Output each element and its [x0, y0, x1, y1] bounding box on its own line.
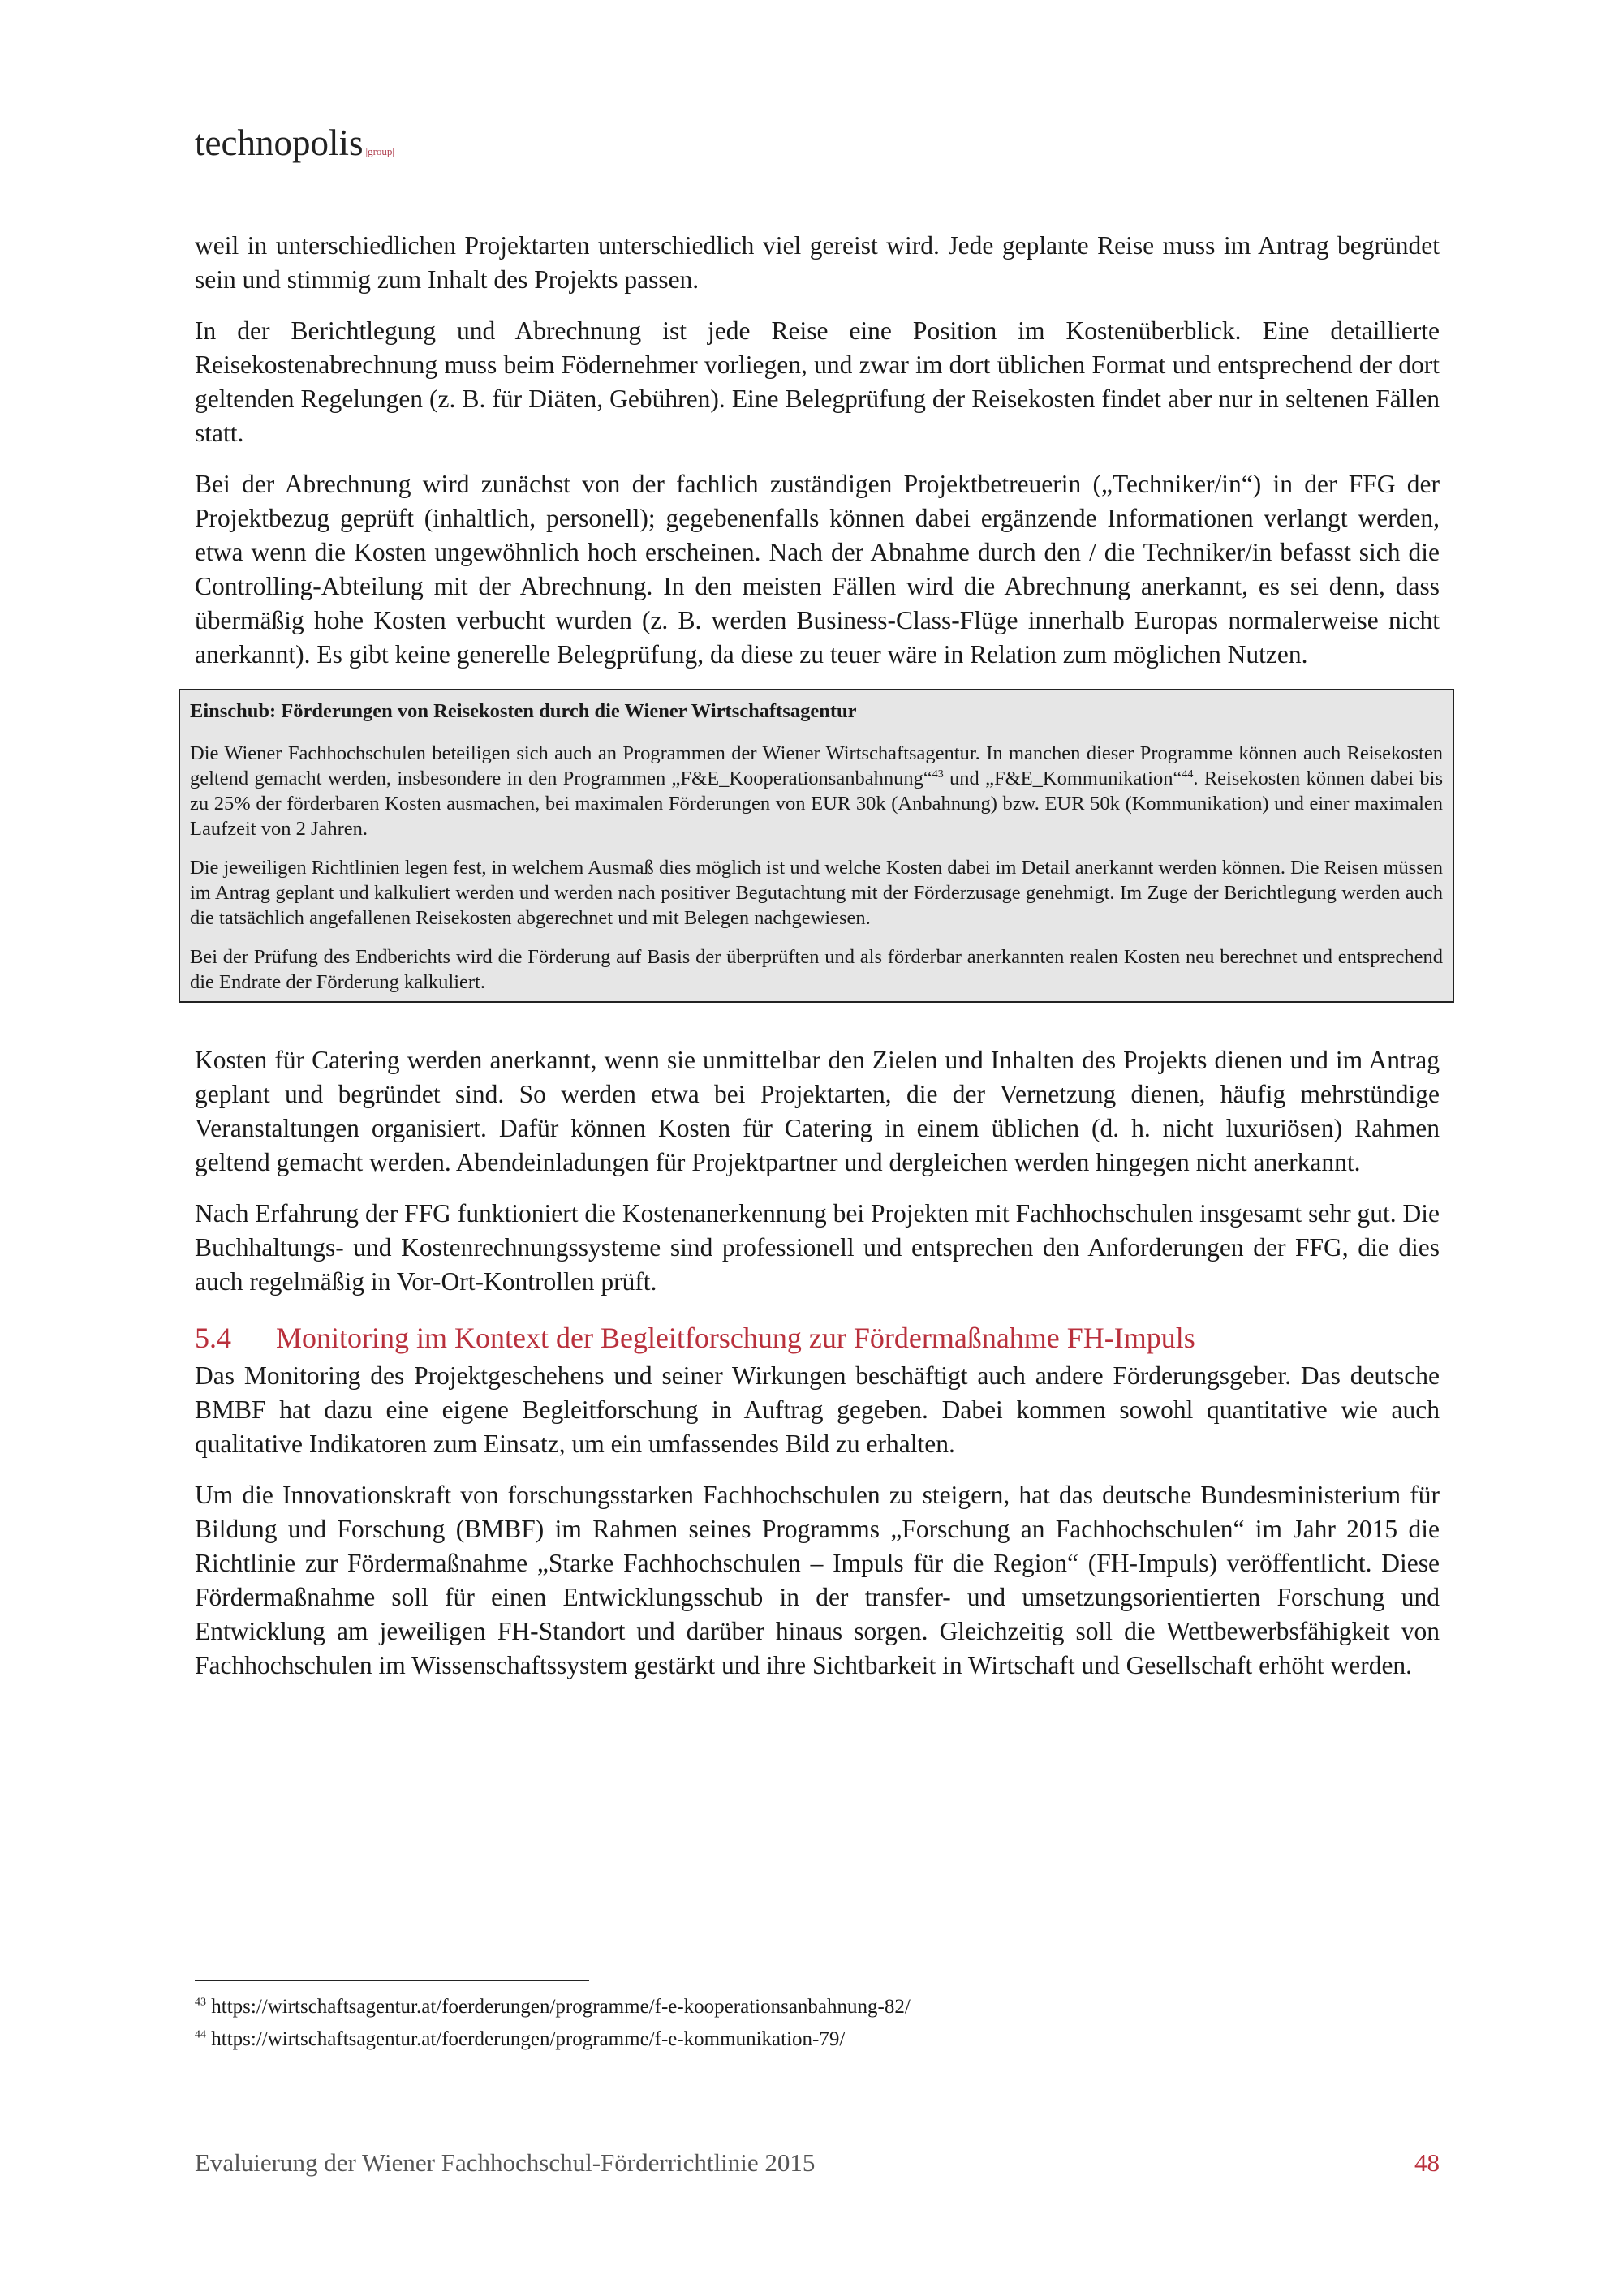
- footnote-ref-44: 44: [1182, 767, 1194, 780]
- section-title: Monitoring im Kontext der Begleitforschung zur Fördermaßnahme FH-Impuls: [276, 1322, 1195, 1354]
- paragraph: Das Monitoring des Projektgeschehens und seiner Wirkungen beschäftigt auch andere Förderungsgeber. Das deutsche BMBF hat dazu eine eigene Begleitforschung in Auftrag gegeben. Dabei kommen sowohl quantitative wie auch qualitative Indikatoren zum Einsatz, um ein umfassendes Bild zu erhalten.: [195, 1361, 1440, 1458]
- insert-box-paragraph: [190, 741, 1443, 841]
- page-number: 48: [1414, 2148, 1440, 2177]
- paragraph: Nach Erfahrung der FFG funktioniert die Kostenanerkennung bei Projekten mit Fachhochschulen insgesamt sehr gut. Die Buchhaltungs- und Kostenrechnungssysteme sind professionell und entsprechen den Anforderungen der FFG, die dies auch regelmäßig in Vor-Ort-Kontrollen prüft.: [195, 1199, 1440, 1296]
- logo-sub-text: |group|: [365, 145, 395, 157]
- main-content: [190, 229, 1443, 1700]
- insert-box-title: Einschub: Förderungen von Reisekosten durch die Wiener Wirtschaftsagentur: [190, 700, 857, 722]
- section-heading: [195, 1320, 1440, 1356]
- footnotes: [195, 1993, 1440, 2057]
- technopolis-logo: [195, 122, 394, 164]
- insert-box-text: Die Wiener Fachhochschulen beteiligen sich auch an Programmen der Wiener Wirtschaftsagentur. In manchen dieser Programme können auch Reisekosten geltend gemacht werden, insbesondere in den Programmen „F&E_Kooperationsanbahnung“: [190, 742, 1443, 789]
- insert-box-paragraph: Bei der Prüfung des Endberichts wird die Förderung auf Basis der überprüften und als förderbar anerkannten realen Kosten neu berechnet und entsprechend die Endrate der Förderung kalkuliert.: [190, 946, 1443, 993]
- insert-box-paragraph: Die jeweiligen Richtlinien legen fest, in welchem Ausmaß dies möglich ist und welche Kosten dabei im Detail anerkannt werden können. Die Reisen müssen im Antrag geplant und kalkuliert werden und werden nach positiver Begutachtung mit der Förderzusage genehmigt. Im Zuge der Berichtlegung werden auch die tatsächlich angefallenen Reisekosten abgerechnet und mit Belegen nachgewiesen.: [190, 857, 1443, 929]
- section-number: 5.4: [195, 1322, 231, 1354]
- insert-box: [179, 689, 1454, 1003]
- paragraph: In der Berichtlegung und Abrechnung ist jede Reise eine Position im Kostenüberblick. Eine detaillierte Reisekostenabrechnung muss beim Födernehmer vorliegen, und zwar im dort üblichen Format und entsprechend der dort geltenden Regelungen (z. B. für Diäten, Gebühren). Eine Belegprüfung der Reisekosten findet aber nur in seltenen Fällen statt.: [195, 316, 1440, 447]
- paragraph: Kosten für Catering werden anerkannt, wenn sie unmittelbar den Zielen und Inhalten des Projekts dienen und im Antrag geplant und begründet sind. So werden etwa bei Projektarten, die der Vernetzung dienen, häufig mehrstündige Veranstaltungen organisiert. Dafür können Kosten für Catering in einem üblichen (d. h. nicht luxuriösen) Rahmen geltend gemacht werden. Abendeinladungen für Projektpartner und dergleichen werden hingegen nicht anerkannt.: [195, 1046, 1440, 1176]
- footnote: [195, 1993, 1440, 2021]
- footer-title: Evaluierung der Wiener Fachhochschul-Förderrichtlinie 2015: [195, 2148, 816, 2177]
- logo-main-text: technopolis: [195, 123, 364, 163]
- paragraph: Bei der Abrechnung wird zunächst von der fachlich zuständigen Projektbetreuerin („Techniker/in“) in der FFG der Projektbezug geprüft (inhaltlich, personell); gegebenenfalls können dabei ergänzende Informationen verlangt werden, etwa wenn die Kosten ungewöhnlich hoch erscheinen. Nach der Abnahme durch den / die Techniker/in befasst sich die Controlling-Abteilung mit der Abrechnung. In den meisten Fällen wird die Abrechnung anerkannt, es sei denn, dass übermäßig hohe Kosten verbucht wurden (z. B. werden Business-Class-Flüge innerhalb Europas normalerweise nicht anerkannt). Es gibt keine generelle Belegprüfung, da diese zu teuer wäre in Relation zum möglichen Nutzen.: [195, 470, 1440, 669]
- footnote-link[interactable]: https://wirtschaftsagentur.at/foerderungen/programme/f-e-kooperationsanbahnung-82/: [211, 1996, 911, 2018]
- paragraph: weil in unterschiedlichen Projektarten unterschiedlich viel gereist wird. Jede geplante Reise muss im Antrag begründet sein und stimmig zum Inhalt des Projekts passen.: [195, 231, 1440, 294]
- footnote-number: 43: [195, 1996, 206, 2009]
- insert-box-text: . Reisekosten können dabei bis zu 25% der förderbaren Kosten ausmachen, bei maximalen Förderungen von EUR 30k (Anbahnung) bzw. EUR 50k (Kommunikation) und einer maximalen Laufzeit von 2 Jahren.: [190, 767, 1443, 840]
- paragraph: Um die Innovationskraft von forschungsstarken Fachhochschulen zu steigern, hat das deutsche Bundesministerium für Bildung und Forschung (BMBF) im Rahmen seines Programms „Forschung an Fachhochschulen“ im Jahr 2015 die Richtlinie zur Fördermaßnahme „Starke Fachhochschulen – Impuls für die Region“ (FH-Impuls) veröffentlicht. Diese Fördermaßnahme soll für einen Entwicklungsschub in der transfer- und umsetzungsorientierten Forschung und Entwicklung am jeweiligen FH-Standort und darüber hinaus sorgen. Gleichzeitig soll die Wettbewerbsfähigkeit von Fachhochschulen im Wissenschaftssystem gestärkt und ihre Sichtbarkeit in Wirtschaft und Gesellschaft erhöht werden.: [195, 1481, 1440, 1679]
- footnote: [195, 2025, 1440, 2053]
- footnote-number: 44: [195, 2028, 206, 2041]
- footnote-ref-43: 43: [932, 767, 944, 780]
- footnote-divider: [195, 1980, 589, 1981]
- page-footer: [195, 2148, 1440, 2178]
- insert-box-text: und „F&E_Kommunikation“: [943, 767, 1182, 789]
- footnote-link[interactable]: https://wirtschaftsagentur.at/foerderungen/programme/f-e-kommunikation-79/: [211, 2028, 846, 2050]
